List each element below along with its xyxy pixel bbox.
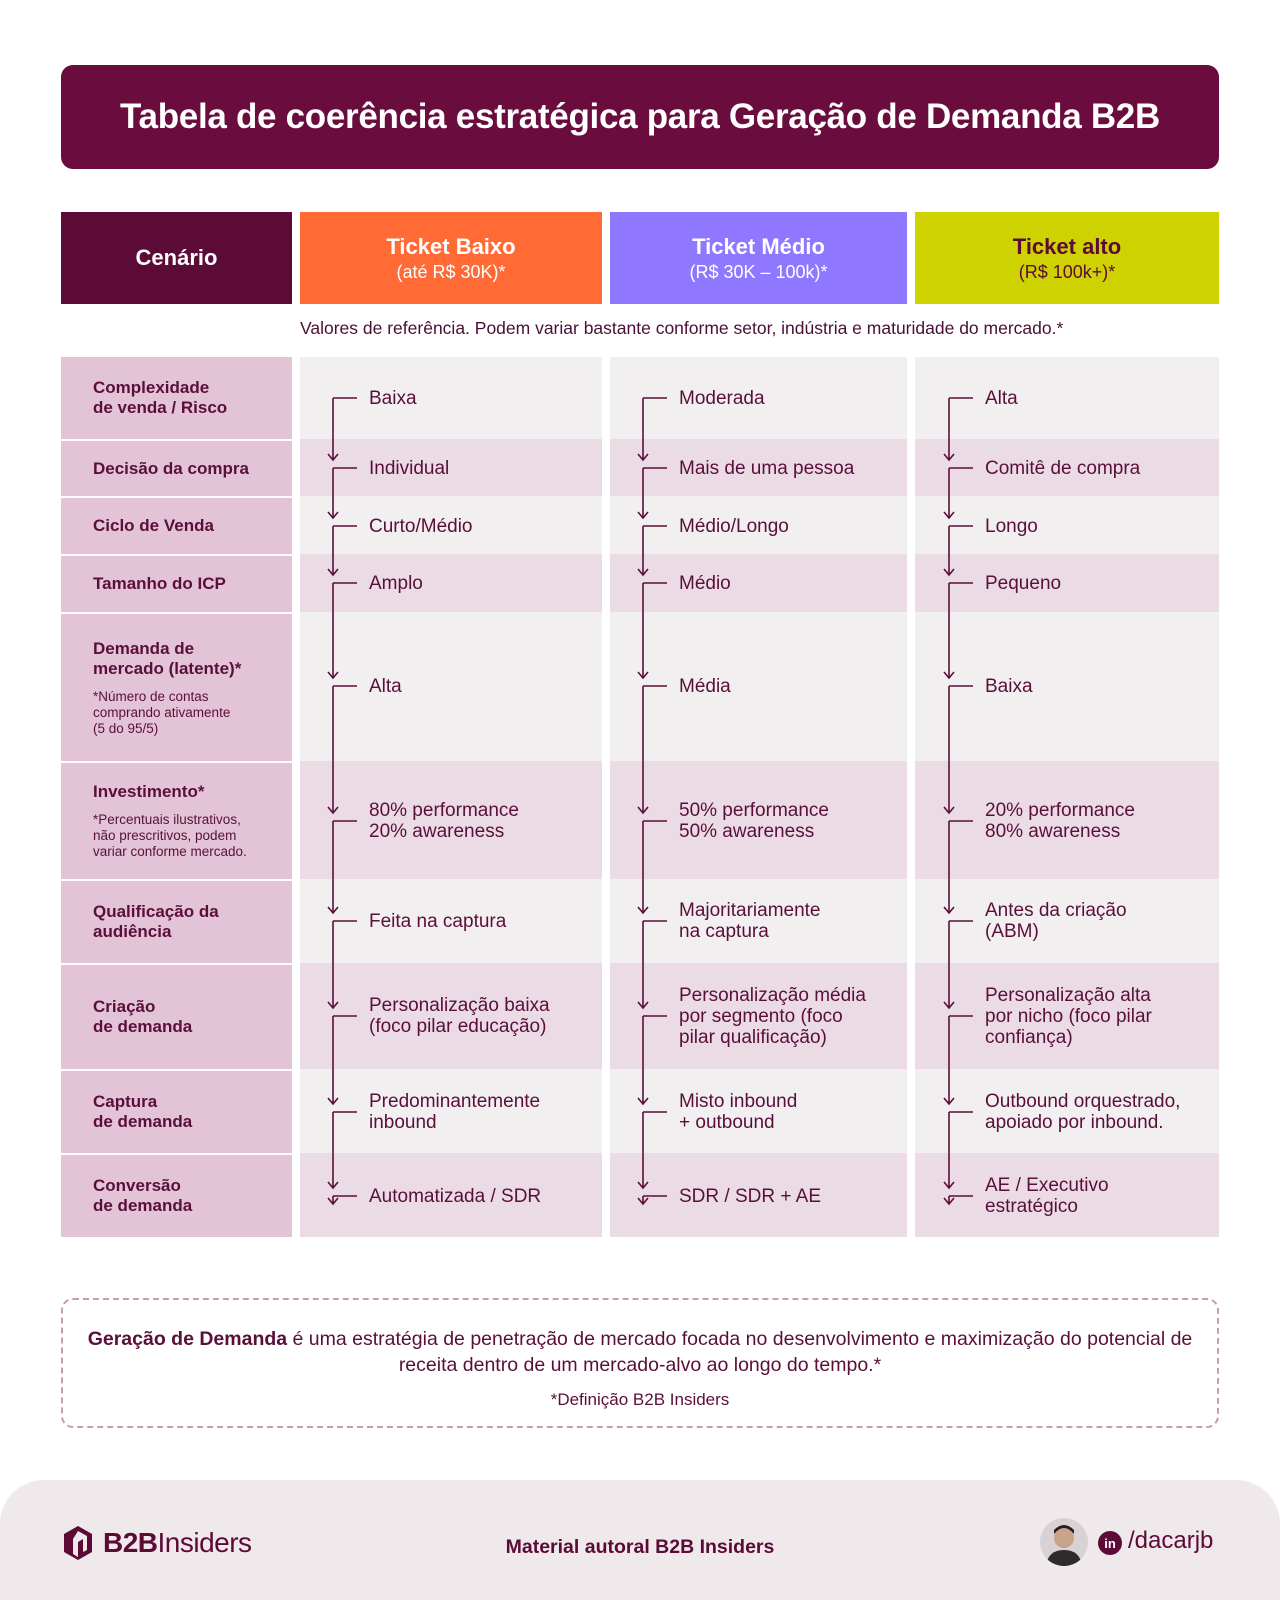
- definition-box: [61, 1298, 1219, 1428]
- row-label: [61, 1071, 292, 1153]
- value-mid: 50% performance 50% awareness: [679, 800, 829, 842]
- value-low: Predominantemente inbound: [369, 1091, 541, 1133]
- row-label-note: *Número de contas comprando ativamente (5 do 95/5): [93, 688, 231, 736]
- row-label-title: Conversão de demanda: [93, 1176, 193, 1215]
- row-label-note: *Percentuais ilustrativos, não prescritivos, podem variar conforme mercado.: [93, 812, 247, 859]
- header-ticket-mid-title: Ticket Médio: [692, 233, 825, 259]
- row-label-title: Ciclo de Venda: [93, 516, 214, 535]
- value-mid: Misto inbound + outbound: [679, 1091, 798, 1133]
- value-high: Baixa: [985, 675, 1033, 697]
- value-high: Personalização alta por nicho (foco pilar confiança): [985, 984, 1152, 1048]
- value-mid: Personalização média por segmento (foco pilar qualificação): [679, 984, 866, 1048]
- value-low: Personalização baixa (foco pilar educação): [369, 995, 550, 1037]
- value-low: Baixa: [369, 387, 417, 409]
- value-mid: Mais de uma pessoa: [679, 457, 855, 479]
- row-label-title: Qualificação da audiência: [93, 902, 219, 941]
- linkedin-handle[interactable]: /dacarjb: [1128, 1527, 1214, 1554]
- value-mid: Moderada: [679, 387, 765, 409]
- header-ticket-low-range: (até R$ 30K)*: [396, 261, 506, 282]
- value-high: Comitê de compra: [985, 457, 1141, 479]
- credit-text: Material autoral B2B Insiders: [505, 1536, 775, 1558]
- row-label-title: Tamanho do ICP: [93, 574, 226, 593]
- avatar-image: [1040, 1518, 1088, 1566]
- value-mid: Média: [679, 675, 731, 697]
- value-mid: Médio: [679, 572, 731, 594]
- cell-low: [300, 357, 602, 439]
- logo-text-light: Insiders: [157, 1527, 252, 1558]
- page-title: Tabela de coerência estratégica para Geração de Demanda B2B: [120, 97, 1160, 136]
- value-high: AE / Executivo estratégico: [985, 1175, 1109, 1217]
- value-high: Alta: [985, 387, 1018, 409]
- logo-text-bold: B2B: [103, 1527, 158, 1558]
- header-ticket-high-range: (R$ 100k+)*: [1018, 261, 1116, 282]
- row-label-title: Complexidade de venda / Risco: [93, 378, 228, 417]
- header-ticket-low: [300, 212, 602, 304]
- cell-low: [300, 612, 602, 761]
- value-high: Outbound orquestrado, apoiado por inbound.: [985, 1091, 1181, 1133]
- cell-high: [915, 357, 1219, 439]
- header-ticket-mid-range: (R$ 30K – 100k)*: [689, 261, 828, 282]
- value-mid: Médio/Longo: [679, 515, 789, 537]
- header-scenario-label: Cenário: [135, 245, 218, 270]
- row-label: [61, 965, 292, 1069]
- value-low: Automatizada / SDR: [369, 1185, 542, 1207]
- row-label-title: Captura de demanda: [93, 1092, 193, 1131]
- value-high: 20% performance 80% awareness: [985, 800, 1135, 842]
- cell-low: [300, 554, 602, 612]
- value-low: Individual: [369, 457, 450, 479]
- avatar: [1040, 1518, 1088, 1566]
- value-low: Feita na captura: [369, 910, 507, 932]
- row-label: [61, 1155, 292, 1237]
- value-low: 80% performance 20% awareness: [369, 800, 519, 842]
- row-label-title: Decisão da compra: [93, 458, 249, 478]
- value-mid: Majoritariamente na captura: [679, 900, 821, 942]
- row-label: [61, 881, 292, 963]
- definition-body: é uma estratégia de penetração de mercado focada no desenvolvimento e maximização do potencial de receita dentro de um mercado-alvo ao longo do tempo.*: [287, 1328, 1193, 1376]
- row-label: [61, 441, 292, 496]
- cell-mid: [610, 612, 907, 761]
- header-ticket-low-title: Ticket Baixo: [386, 233, 516, 259]
- definition-source: *Definição B2B Insiders: [550, 1390, 730, 1409]
- title-banner: [61, 65, 1219, 169]
- row-label: [61, 556, 292, 612]
- value-high: Longo: [985, 515, 1038, 537]
- value-high: Antes da criação (ABM): [985, 900, 1127, 942]
- row-label-title: Demanda de mercado (latente)*: [93, 638, 242, 678]
- row-label: [61, 498, 292, 554]
- cell-high: [915, 496, 1219, 554]
- value-low: Curto/Médio: [369, 515, 473, 537]
- value-mid: SDR / SDR + AE: [679, 1185, 822, 1207]
- header-scenario: [61, 212, 292, 304]
- footer: [0, 1480, 1280, 1600]
- value-high: Pequeno: [985, 572, 1062, 594]
- linkedin-icon[interactable]: in: [1098, 1531, 1122, 1555]
- reference-note: Valores de referência. Podem variar bastante conforme setor, indústria e maturidade do mercado.*: [300, 318, 1064, 338]
- cell-mid: [610, 554, 907, 612]
- header-ticket-mid: [610, 212, 907, 304]
- header-ticket-high: [915, 212, 1219, 304]
- value-low: Alta: [369, 675, 402, 697]
- row-label: [61, 763, 292, 879]
- definition-term: Geração de Demanda: [87, 1328, 288, 1350]
- header-ticket-high-title: Ticket alto: [1012, 233, 1122, 259]
- definition-text: [63, 1326, 1217, 1378]
- cell-high: [915, 612, 1219, 761]
- row-label: [61, 357, 292, 439]
- row-label-title: Criação de demanda: [93, 997, 193, 1036]
- cell-high: [915, 554, 1219, 612]
- row-label-title: Investimento*: [93, 782, 205, 801]
- row-label: [61, 614, 292, 761]
- cell-low: [300, 439, 602, 496]
- value-low: Amplo: [369, 572, 423, 594]
